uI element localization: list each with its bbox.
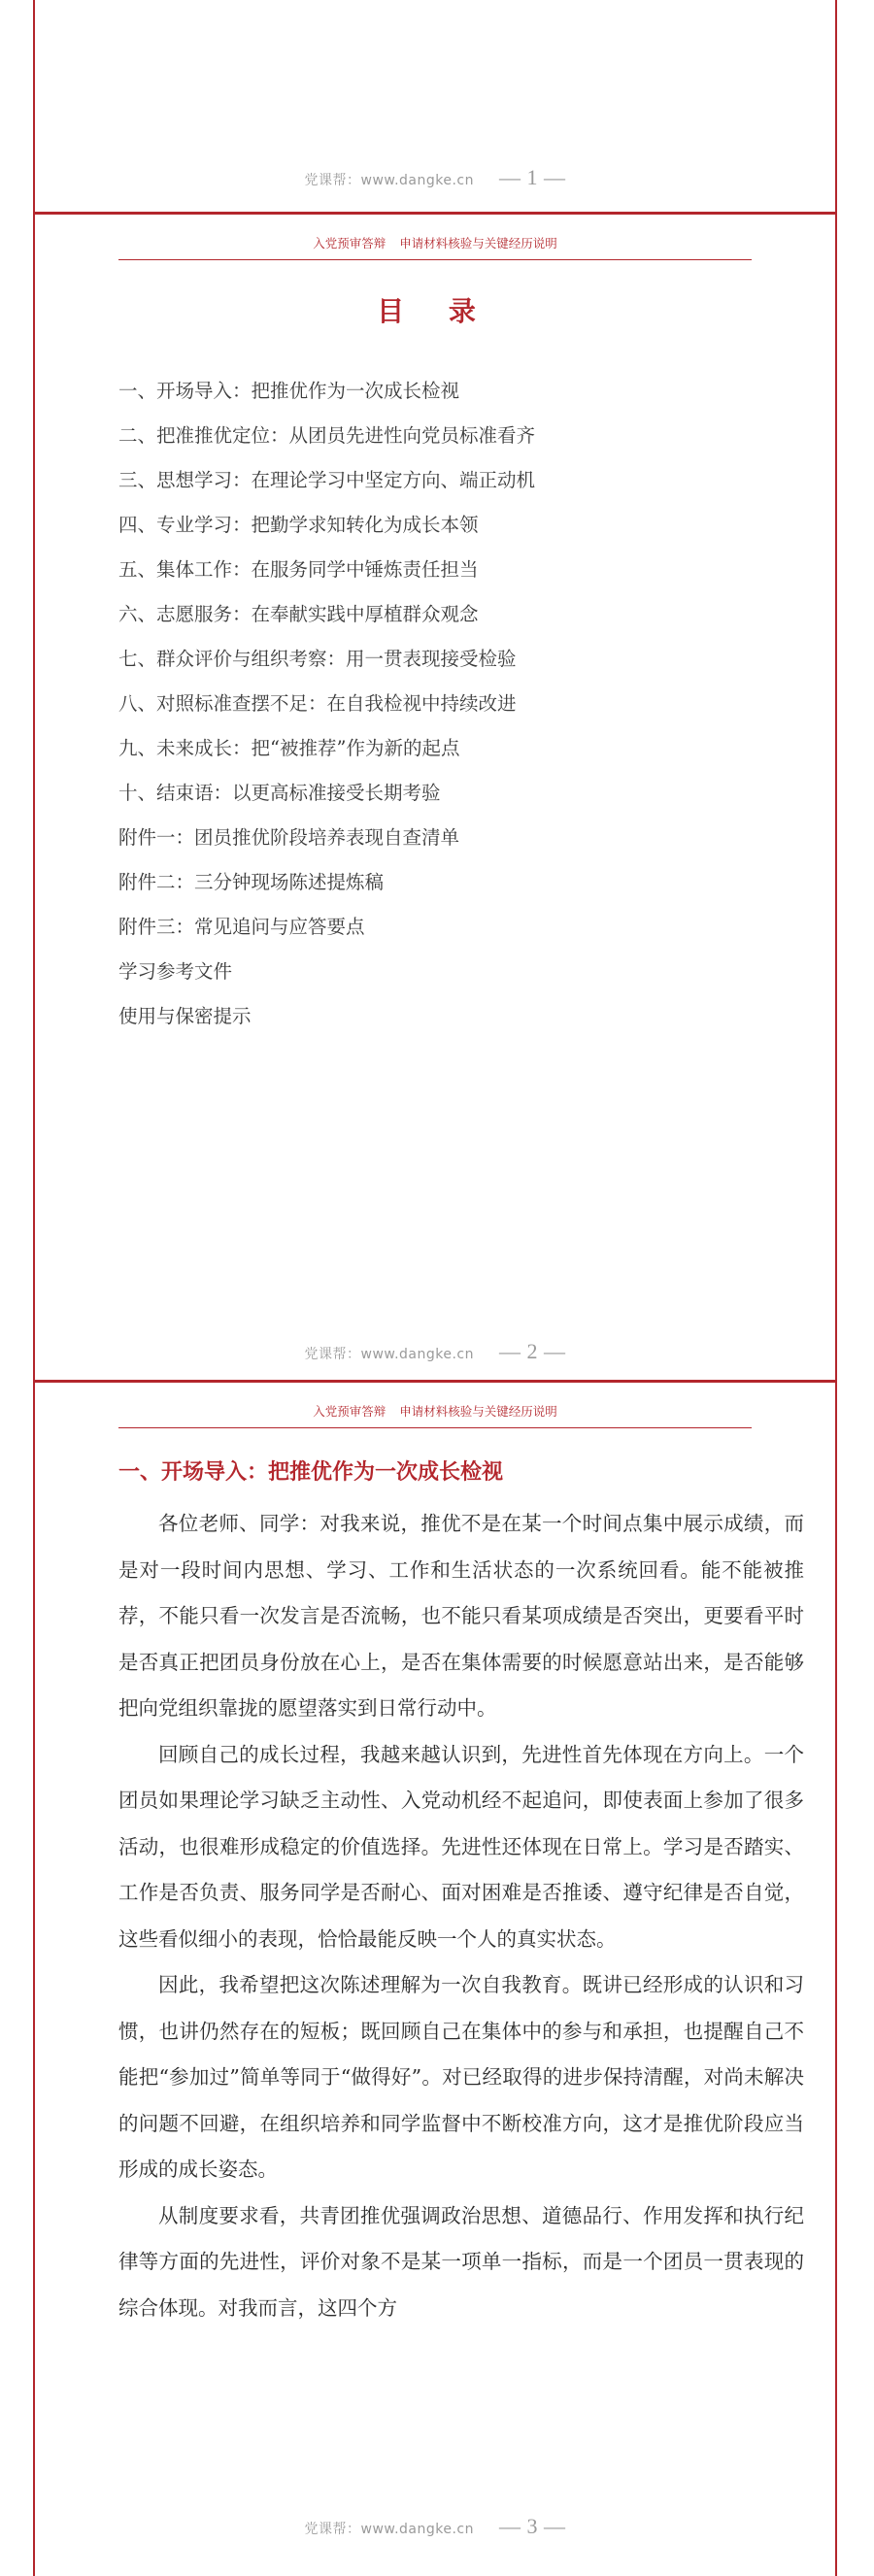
toc-item[interactable]: 一、开场导入：把推优作为一次成长检视 xyxy=(118,380,460,402)
paragraph: 回顾自己的成长过程，我越来越认识到，先进性首先体现在方向上。一个团员如果理论学习缺乏主动性、入党动机经不起追问，即使表面上参加了很多活动，也很难形成稳定的价值选择。先进性还体现在日常上。学习是否踏实、工作是否负责、服务同学是否耐心、面对困难是否推诿、遵守纪律是否自觉，这些看似细小的表现，恰恰最能反映一个人的真实状态。 xyxy=(118,1742,804,1951)
toc-list xyxy=(118,369,752,1039)
toc-item[interactable]: 十、结束语：以更高标准接受长期考验 xyxy=(118,782,441,804)
footer-site: 党课帮：www.dangke.cn xyxy=(304,173,474,188)
toc-item[interactable]: 七、群众评价与组织考察：用一贯表现接受检验 xyxy=(118,648,517,670)
toc-item[interactable]: 六、志愿服务：在奉献实践中厚植群众观念 xyxy=(118,603,479,625)
toc-title: 目 录 xyxy=(377,295,493,327)
running-header xyxy=(118,234,752,260)
header-right: 申请材料核验与关键经历说明 xyxy=(399,236,557,251)
paragraph: 从制度要求看，共青团推优强调政治思想、道德品行、作用发挥和执行纪律等方面的先进性，评价对象不是某一项单一指标，而是一个团员一贯表现的综合体现。对我而言，这四个方 xyxy=(118,2203,804,2320)
page-footer xyxy=(35,2514,835,2539)
toc-item[interactable]: 二、把准推优定位：从团员先进性向党员标准看齐 xyxy=(118,424,536,447)
page-1 xyxy=(33,0,837,212)
toc-item[interactable]: 附件三：常见追问与应答要点 xyxy=(118,916,365,938)
paragraph: 因此，我希望把这次陈述理解为一次自我教育。既讲已经形成的认识和习惯，也讲仍然存在的短板；既回顾自己在集体中的参与和承担，也提醒自己不能把“参加过”简单等同于“做得好”。对已经取得的进步保持清醒，对尚未解决的问题不回避，在组织培养和同学监督中不断校准方向，这才是推优阶段应当形成的成长姿态。 xyxy=(118,1973,804,2181)
toc-item[interactable]: 五、集体工作：在服务同学中锤炼责任担当 xyxy=(118,558,479,581)
toc-item[interactable]: 四、专业学习：把勤学求知转化为成长本领 xyxy=(118,514,479,536)
page-number: — 3 — xyxy=(498,2514,566,2538)
toc-item[interactable]: 三、思想学习：在理论学习中坚定方向、端正动机 xyxy=(118,469,536,491)
toc-item[interactable]: 九、未来成长：把“被推荐”作为新的起点 xyxy=(118,737,460,759)
header-right: 申请材料核验与关键经历说明 xyxy=(399,1404,557,1419)
page-footer xyxy=(35,165,835,190)
toc-item[interactable]: 附件二：三分钟现场陈述提炼稿 xyxy=(118,871,385,893)
running-header xyxy=(118,1402,752,1428)
toc-item[interactable]: 使用与保密提示 xyxy=(118,1005,252,1027)
page-2 xyxy=(33,215,837,1399)
page-number: — 1 — xyxy=(498,165,566,189)
page-3 xyxy=(33,1383,837,2576)
toc-item[interactable]: 附件一：团员推优阶段培养表现自查清单 xyxy=(118,826,460,849)
footer-site: 党课帮：www.dangke.cn xyxy=(304,2522,474,2537)
footer-site: 党课帮：www.dangke.cn xyxy=(304,1347,474,1362)
page-number: — 2 — xyxy=(498,1339,566,1363)
paragraph: 各位老师、同学：对我来说，推优不是在某一个时间点集中展示成绩，而是对一段时间内思想、学习、工作和生活状态的一次系统回看。能不能被推荐，不能只看一次发言是否流畅，也不能只看某项成绩是否突出，更要看平时是否真正把团员身份放在心上，是否在集体需要的时候愿意站出来，是否能够把向党组织靠拢的愿望落实到日常行动中。 xyxy=(118,1512,804,1720)
header-left: 入党预审答辩 xyxy=(313,236,387,251)
section-title: 一、开场导入：把推优作为一次成长检视 xyxy=(118,1460,504,1485)
page-footer xyxy=(35,1339,835,1364)
toc-item[interactable]: 八、对照标准查摆不足：在自我检视中持续改进 xyxy=(118,692,517,715)
section-body xyxy=(118,1501,804,2331)
header-left: 入党预审答辩 xyxy=(313,1404,387,1419)
toc-item[interactable]: 学习参考文件 xyxy=(118,960,233,983)
